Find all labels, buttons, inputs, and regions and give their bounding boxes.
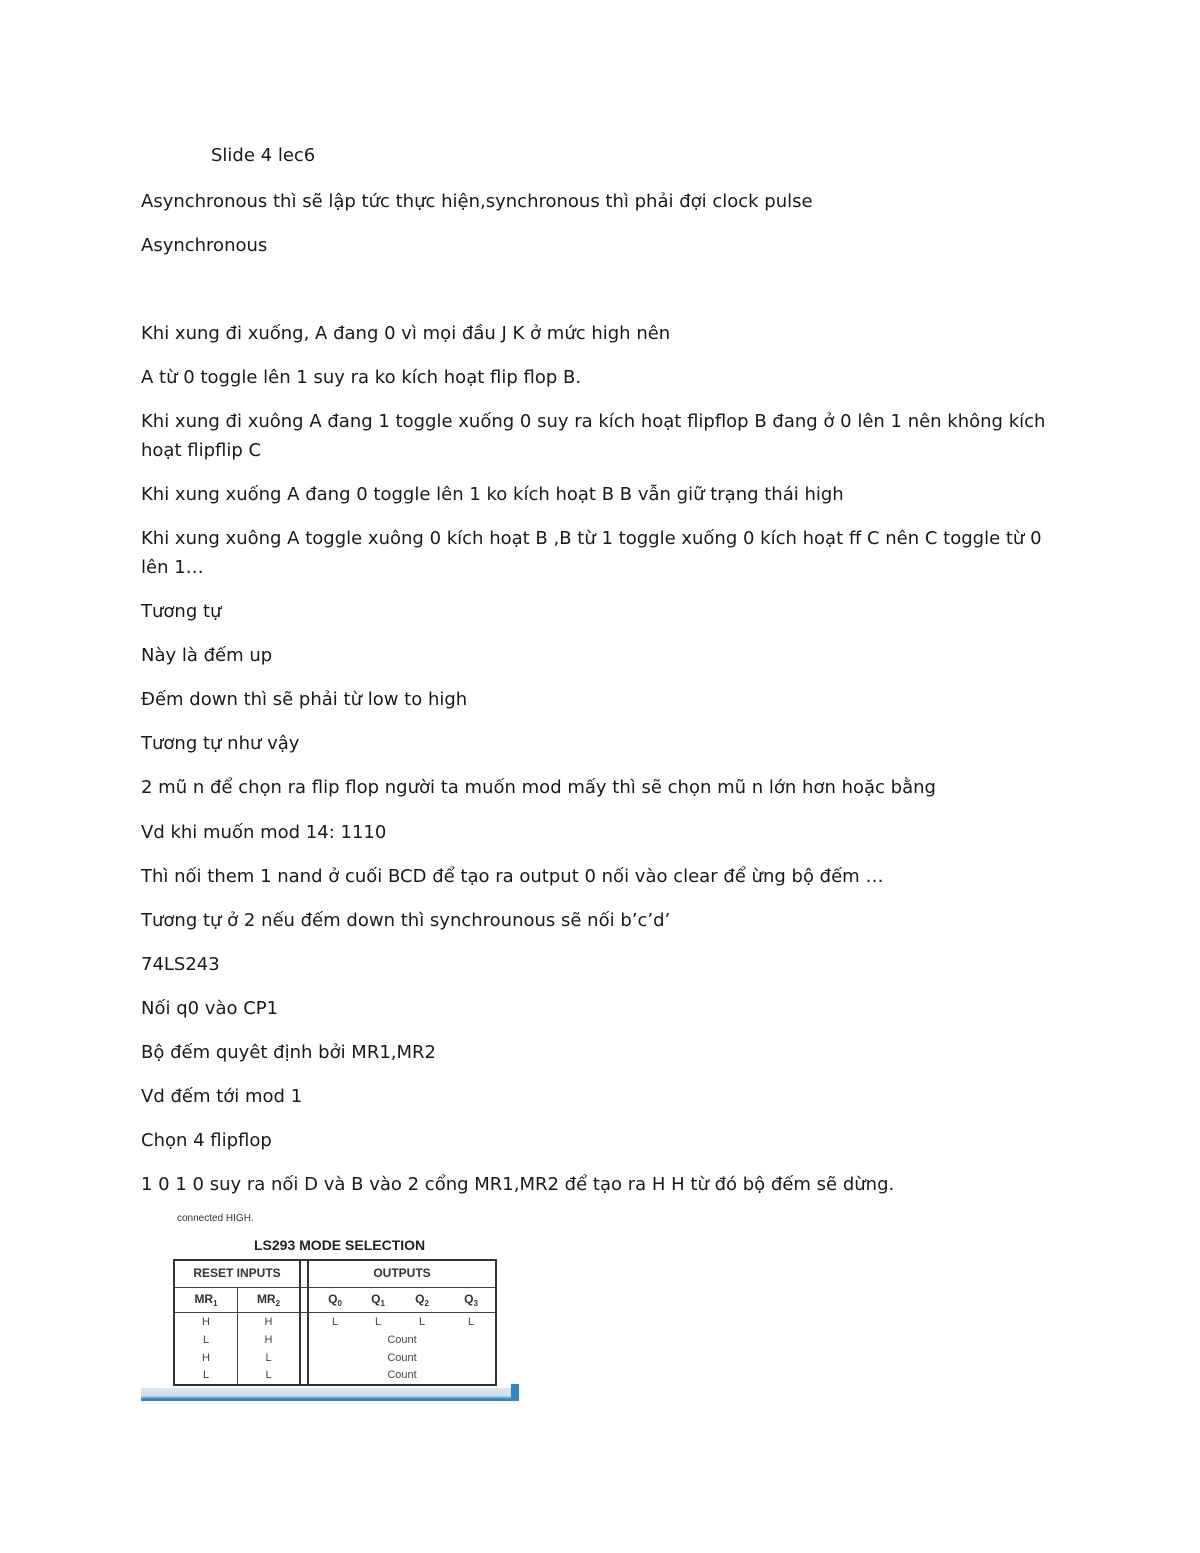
paragraph-12: 2 mũ n để chọn ra flip flop người ta muốn mod mấy thì sẽ chọn mũ n lớn hơn hoặc bằng	[141, 777, 936, 798]
row1-q3: L	[467, 1316, 475, 1328]
row3-mr1: H	[202, 1352, 210, 1364]
paragraph-15: Tương tự ở 2 nếu đếm down thì synchrounous sẽ nối b’c’d’	[141, 910, 671, 931]
q0-header: $Q_0$	[328, 1292, 342, 1308]
figure-title: LS293 MODE SELECTION	[254, 1237, 426, 1253]
row4-count: Count	[387, 1369, 417, 1381]
paragraph-13: Vd khi muốn mod 14: 1110	[141, 822, 387, 843]
paragraph-18: Bộ đếm quyêt định bởi MR1,MR2	[141, 1042, 437, 1063]
paragraph-3: Khi xung đi xuống, A đang 0 vì mọi đầu J K ở mức high nên	[141, 323, 671, 344]
q3-header: $Q_3$	[464, 1292, 478, 1308]
paragraph-5: Khi xung đi xuông A đang 1 toggle xuống 0 suy ra kích hoạt flipflop B đang ở 0 lên 1 nên không kích hoạt flipflip C	[141, 411, 1046, 461]
table-divider	[299, 1261, 301, 1384]
row4-mr1: L	[202, 1369, 210, 1381]
row1-q2: L	[418, 1316, 426, 1328]
paragraph-9: Này là đếm up	[141, 645, 273, 666]
outputs-header: OUTPUTS	[373, 1266, 431, 1280]
row1-mr2: H	[264, 1316, 273, 1328]
row4-mr2: L	[265, 1369, 272, 1381]
paragraph-8: Tương tự	[141, 601, 222, 622]
paragraph-4: A từ 0 toggle lên 1 suy ra ko kích hoạt flip flop B.	[141, 367, 582, 388]
paragraph-10: Đếm down thì sẽ phải từ low to high	[141, 689, 468, 710]
figure-caption-top: connected HIGH.	[177, 1213, 254, 1224]
paragraph-16: 74LS243	[141, 954, 220, 975]
table-rule	[175, 1312, 495, 1313]
paragraph-1: Asynchronous thì sẽ lập tức thực hiện,synchronous thì phải đợi clock pulse	[141, 191, 813, 212]
paragraph-7: Khi xung xuông A toggle xuông 0 kích hoạt B ,B từ 1 toggle xuống 0 kích hoạt ff C nên C toggle từ 0 lên 1…	[141, 528, 1042, 578]
row2-mr1: L	[202, 1334, 210, 1346]
row1-q1: L	[374, 1316, 382, 1328]
page-title: Slide 4 lec6	[211, 145, 316, 166]
q1-header: $Q_1$	[371, 1292, 385, 1308]
row3-count: Count	[387, 1352, 417, 1364]
paragraph-2: Asynchronous	[141, 235, 268, 256]
reset-inputs-header: RESET INPUTS	[193, 1266, 281, 1280]
paragraph-14: Thì nối them 1 nand ở cuối BCD để tạo ra output 0 nối vào clear để ừng bộ đếm …	[141, 866, 884, 887]
slide-footer-accent	[511, 1384, 519, 1401]
q2-header: $Q_2$	[415, 1292, 429, 1308]
row1-q0: L	[331, 1316, 339, 1328]
paragraph-17: Nối q0 vào CP1	[141, 998, 279, 1019]
table-rule	[175, 1287, 495, 1288]
slide-footer-bar	[141, 1388, 519, 1401]
row1-mr1: H	[202, 1316, 210, 1328]
paragraph-19: Vd đếm tới mod 1	[141, 1086, 303, 1107]
paragraph-20: Chọn 4 flipflop	[141, 1130, 272, 1151]
mode-selection-table	[173, 1259, 497, 1386]
row3-mr2: L	[265, 1352, 272, 1364]
mr2-header: $MR_2$	[256, 1292, 281, 1308]
mr1-header: $MR_1$	[194, 1292, 218, 1308]
paragraph-21: 1 0 1 0 suy ra nối D và B vào 2 cổng MR1,MR2 để tạo ra H H từ đó bộ đếm sẽ dừng.	[141, 1174, 895, 1195]
paragraph-11: Tương tự như vậy	[141, 733, 300, 754]
row2-count: Count	[387, 1334, 417, 1346]
ls293-mode-selection-figure	[141, 1208, 519, 1404]
row2-mr2: H	[264, 1334, 273, 1346]
paragraph-6: Khi xung xuống A đang 0 toggle lên 1 ko kích hoạt B B vẫn giữ trạng thái high	[141, 484, 844, 505]
